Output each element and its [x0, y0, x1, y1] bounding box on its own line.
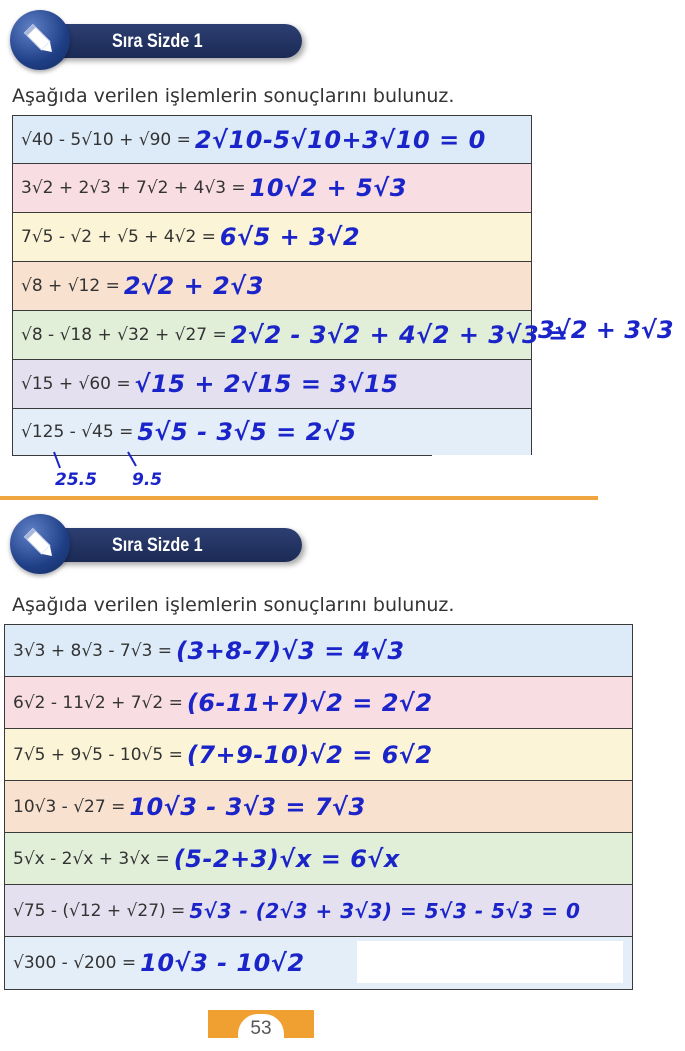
white-patch: [357, 941, 623, 983]
table-row: [5, 833, 632, 885]
table-row: [13, 409, 531, 455]
question: √8 - √18 + √32 + √27 =: [21, 325, 227, 345]
handwritten-answer: (3+8-7)√3 = 4√3: [176, 636, 405, 665]
handwritten-answer: 6√5 + 3√2: [219, 223, 361, 251]
section2-header: [10, 514, 310, 574]
handwritten-answer: 2√2 + 2√3: [123, 272, 264, 300]
table-row: [13, 360, 531, 409]
mask: [432, 455, 552, 461]
pencil-icon: [10, 10, 70, 70]
question: 3√2 + 2√3 + 7√2 + 4√3 =: [21, 178, 246, 198]
question: √15 + √60 =: [21, 374, 131, 394]
handwritten-answer: 10√2 + 5√3: [249, 174, 408, 202]
handwritten-answer: (6-11+7)√2 = 2√2: [186, 688, 433, 717]
handwritten-answer: √15 + 2√15 = 3√15: [134, 370, 399, 398]
section1-header: [10, 10, 310, 70]
table-row: [13, 164, 531, 213]
handwritten-answer: 2√2 - 3√2 + 4√2 + 3√3 =: [230, 321, 569, 349]
question: 7√5 + 9√5 - 10√5 =: [13, 744, 183, 765]
handwritten-answer: 5√5 - 3√5 = 2√5: [137, 418, 357, 446]
handwritten-answer: (5-2+3)√x = 6√x: [173, 844, 400, 873]
page-number: 53: [238, 1014, 284, 1044]
question: √8 + √12 =: [21, 276, 120, 296]
table-row: [5, 677, 632, 729]
table-row: [13, 213, 531, 262]
table-row: [13, 311, 569, 360]
section1-instruction: Aşağıda verilen işlemlerin sonuçlarını bulunuz.: [12, 85, 455, 107]
section1-table: [12, 115, 569, 456]
section1-title: Sıra Sizde 1: [112, 31, 203, 52]
table-row: [5, 729, 632, 781]
handwritten-answer: 10√3 - 10√2: [140, 949, 305, 977]
pencil-icon: [10, 514, 70, 574]
section2-title-banner: [52, 528, 302, 562]
table-row: [5, 885, 632, 937]
section2-title: Sıra Sizde 1: [112, 535, 203, 556]
question: √300 - √200 =: [13, 953, 137, 973]
page-number-tab: [208, 1010, 314, 1038]
section2-instruction: Aşağıda verilen işlemlerin sonuçlarını bulunuz.: [12, 594, 455, 616]
table-row: [5, 781, 632, 833]
handwritten-answer: (7+9-10)√2 = 6√2: [186, 740, 433, 769]
handwritten-answer: 10√3 - 3√3 = 7√3: [129, 792, 366, 821]
table-row: [5, 937, 632, 989]
section-divider: [0, 496, 598, 500]
question: 7√5 - √2 + √5 + 4√2 =: [21, 227, 216, 247]
handwritten-continuation: 3√2 + 3√3: [538, 316, 674, 344]
section1-title-banner: [52, 24, 302, 58]
handwritten-answer: 2√10-5√10+3√10 = 0: [194, 125, 486, 154]
table-row: [13, 116, 531, 164]
table-row: [5, 625, 632, 677]
handwritten-answer: 5√3 - (2√3 + 3√3) = 5√3 - 5√3 = 0: [189, 898, 581, 923]
question: √40 - 5√10 + √90 =: [21, 129, 191, 150]
note-left: 25.5: [55, 470, 97, 490]
question: 10√3 - √27 =: [13, 796, 126, 817]
table-row: [13, 262, 531, 311]
section2-table: [4, 624, 633, 990]
question: √125 - √45 =: [21, 422, 134, 442]
question: √75 - (√12 + √27) =: [13, 900, 186, 921]
question: 3√3 + 8√3 - 7√3 =: [13, 640, 173, 661]
question: 5√x - 2√x + 3√x =: [13, 848, 170, 869]
question: 6√2 - 11√2 + 7√2 =: [13, 692, 183, 713]
note-right: 9.5: [132, 470, 163, 490]
